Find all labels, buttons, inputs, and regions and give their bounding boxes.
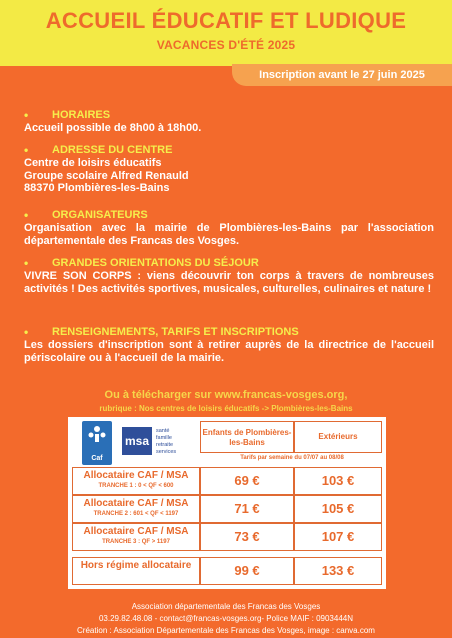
page-subtitle: VACANCES D'ÉTÉ 2025 [156, 38, 296, 52]
deadline-badge: Inscription avant le 27 juin 2025 [232, 64, 452, 86]
section-line: Accueil possible de 8h00 à 18h00. [24, 122, 202, 134]
msa-tagline: santé famille retraite services [156, 428, 177, 455]
price-exterieur: 105 € [294, 495, 382, 523]
section-title: HORAIRES [52, 109, 111, 121]
section-text: Les dossiers d'inscription sont à retirer auprès de la directrice de l'accueil périscolaire ou à l'accueil de la mairie. [24, 339, 434, 364]
table-row-label: Allocataire CAF / MSA TRANCHE 1 : 0 < QF < 600 [72, 467, 200, 495]
section-text: VIVRE SON CORPS : viens découvrir ton corps à travers de nombreuses activités ! Des activités sportives, musicales, culturelles, culinaires et nature ! [24, 270, 434, 295]
section-text: Organisation avec la mairie de Plombières-les-Bains par l'association départementale des Francas des Vosges. [24, 222, 434, 247]
price-resident: 99 € [200, 557, 294, 585]
footer-association: Association départementale des Francas des Vosges [131, 602, 321, 611]
caf-symbol-icon [82, 421, 112, 445]
price-exterieur: 107 € [294, 523, 382, 551]
section-title: ORGANISATEURS [52, 209, 148, 221]
bullet-icon: • [24, 325, 29, 339]
section-title: GRANDES ORIENTATIONS DU SÉJOUR [52, 257, 259, 269]
section-line: 88370 Plombières-les-Bains [24, 182, 170, 194]
table-row-label: Hors régime allocataire [72, 557, 200, 585]
section-line: Centre de loisirs éducatifs [24, 157, 162, 169]
price-resident: 69 € [200, 467, 294, 495]
bullet-icon: • [24, 143, 29, 157]
section-line: Groupe scolaire Alfred Renauld [24, 169, 189, 182]
download-rubric: rubrique : Nos centres de loisirs éducatifs -> Plombières-les-Bains [99, 404, 353, 413]
price-exterieur: 103 € [294, 467, 382, 495]
footer-credits: Création : Association Départementale des Francas des Vosges, image : canva.com [77, 626, 375, 635]
table-row-label: Allocataire CAF / MSA TRANCHE 3 : QF > 1197 [72, 523, 200, 551]
bullet-icon: • [24, 108, 29, 122]
footer-contact: 03.29.82.48.08 - contact@francas-vosges.org- Police MAIF : 0903444N [98, 614, 354, 623]
section-horaires [24, 108, 434, 135]
bullet-icon: • [24, 208, 29, 222]
column-header-exterieurs: Extérieurs [294, 421, 382, 453]
tariff-period-note: Tarifs par semaine du 07/07 au 08/08 [240, 455, 344, 461]
caf-logo [82, 421, 112, 465]
partner-logos [76, 421, 198, 465]
column-header-residents: Enfants de Plombières-les-Bains [200, 421, 294, 453]
price-exterieur: 133 € [294, 557, 382, 585]
msa-logo: msa [122, 427, 152, 455]
table-row-label: Allocataire CAF / MSA TRANCHE 2 : 601 < QF < 1197 [72, 495, 200, 523]
download-link-text[interactable]: Ou à télécharger sur www.francas-vosges.org, [104, 389, 348, 401]
page-title: ACCUEIL ÉDUCATIF ET LUDIQUE [45, 8, 407, 33]
section-renseignements [24, 325, 434, 364]
section-title: ADRESSE DU CENTRE [52, 144, 173, 156]
section-orientations [24, 256, 434, 295]
price-resident: 73 € [200, 523, 294, 551]
section-organisateurs [24, 208, 434, 247]
pricing-table [68, 417, 386, 589]
section-adresse [24, 143, 434, 195]
caf-wordmark: Caf [91, 455, 103, 462]
price-resident: 71 € [200, 495, 294, 523]
bullet-icon: • [24, 256, 29, 270]
section-title: RENSEIGNEMENTS, TARIFS ET INSCRIPTIONS [52, 326, 299, 338]
